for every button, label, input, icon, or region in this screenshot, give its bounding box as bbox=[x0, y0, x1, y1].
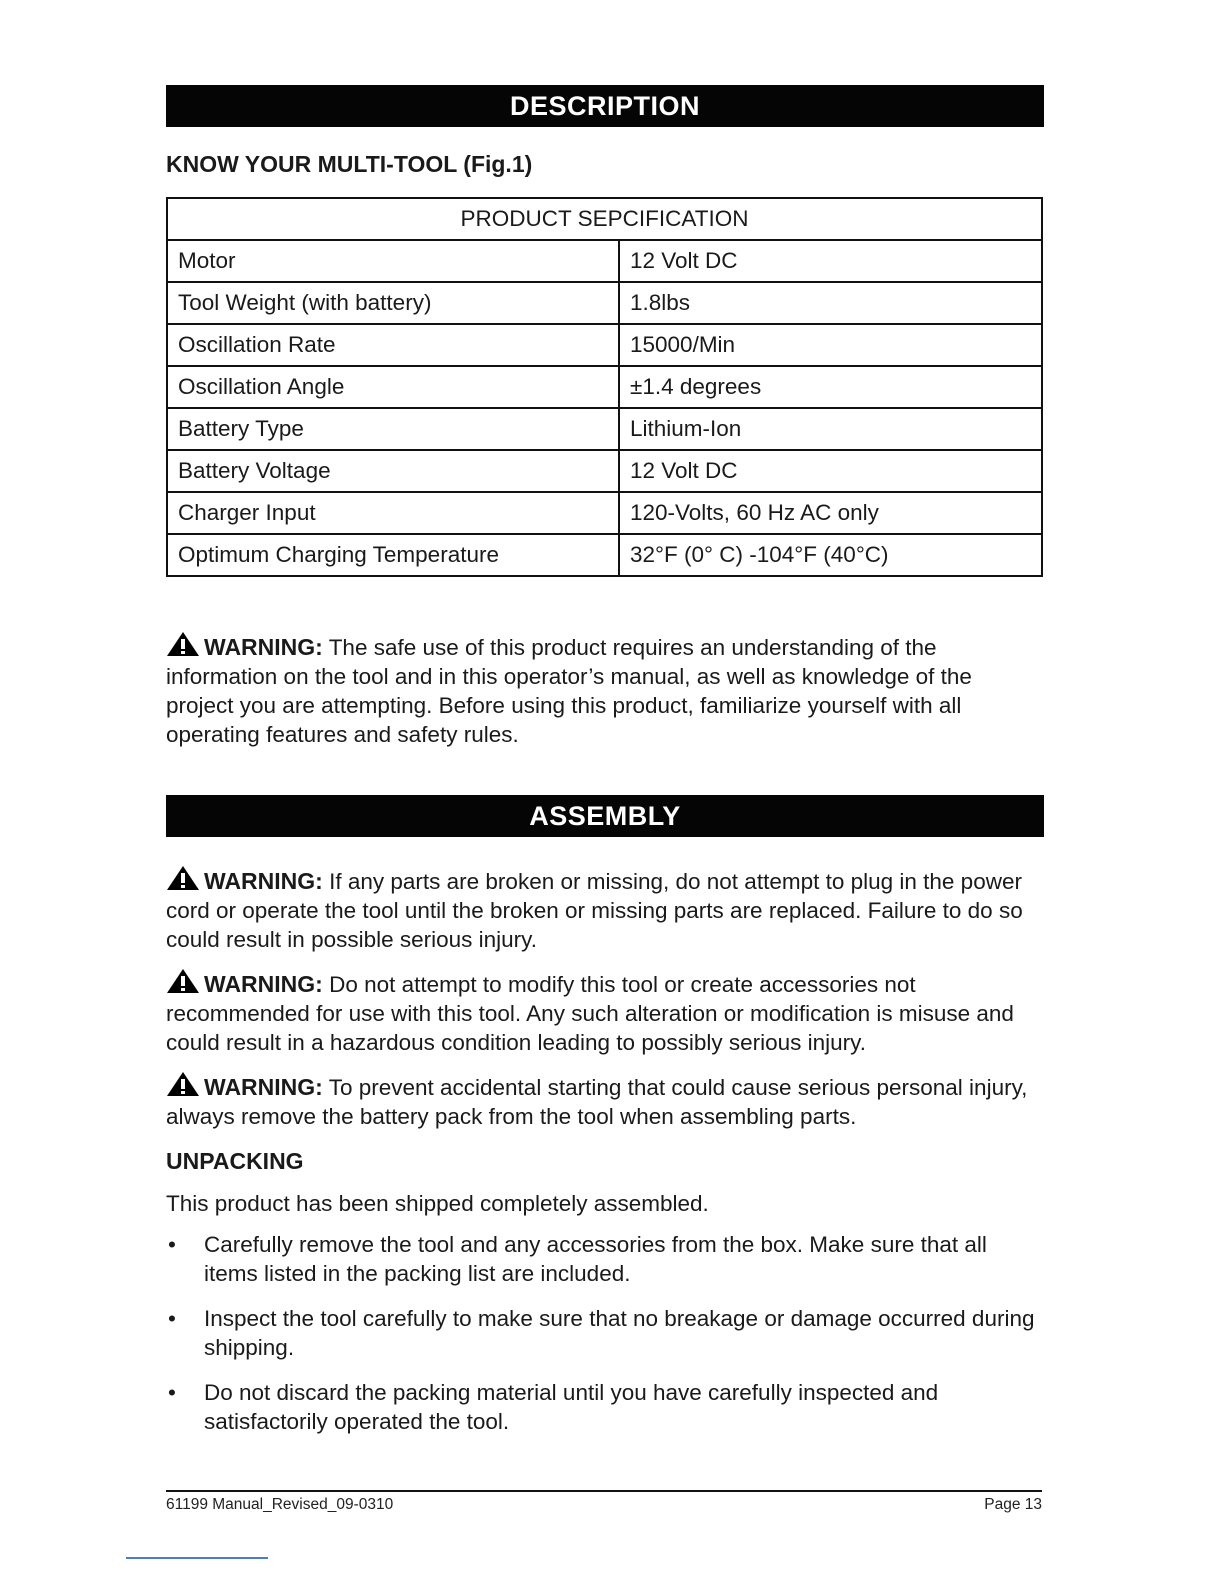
table-row bbox=[167, 282, 1042, 324]
unpacking-intro: This product has been shipped completely assembled. bbox=[166, 1191, 709, 1216]
spec-value: 12 Volt DC bbox=[619, 240, 1042, 282]
spec-table-header: PRODUCT SEPCIFICATION bbox=[167, 198, 1042, 240]
warning-label: WARNING: bbox=[204, 868, 323, 894]
spec-table-header-row bbox=[167, 198, 1042, 240]
assembly-warning bbox=[166, 865, 1044, 954]
warning-triangle-icon bbox=[166, 1071, 200, 1097]
list-item bbox=[166, 1230, 1044, 1288]
spec-value: 1.8lbs bbox=[619, 282, 1042, 324]
warning-text: If any parts are broken or missing, do not attempt to plug in the power cord or operate the tool until the broken or missing parts are replaced. Failure to do so could result in possible serious injury. bbox=[166, 869, 1023, 952]
bullet-icon: • bbox=[168, 1306, 176, 1331]
spec-value: ±1.4 degrees bbox=[619, 366, 1042, 408]
table-row bbox=[167, 492, 1042, 534]
warning-label: WARNING: bbox=[204, 1074, 323, 1100]
table-row bbox=[167, 408, 1042, 450]
description-warning bbox=[166, 631, 1044, 749]
warning-triangle-icon bbox=[166, 968, 200, 994]
subheading: KNOW YOUR MULTI-TOOL (Fig.1) bbox=[166, 151, 533, 177]
list-item bbox=[166, 1304, 1044, 1362]
spec-label: Optimum Charging Temperature bbox=[167, 534, 619, 576]
warning-text: The safe use of this product requires an understanding of the information on the tool and in this operator’s manual, as well as knowledge of the project you are attempting. Before using this product, familiarize yourself with all operating features and safety rules. bbox=[166, 635, 972, 747]
table-row bbox=[167, 324, 1042, 366]
warning-text: Do not attempt to modify this tool or create accessories not recommended for use with this tool. Any such alteration or modification is misuse and could result in a hazardous condition leading to possibly serious injury. bbox=[166, 972, 1014, 1055]
list-item bbox=[166, 1378, 1044, 1436]
spec-value: 120-Volts, 60 Hz AC only bbox=[619, 492, 1042, 534]
spec-label: Battery Voltage bbox=[167, 450, 619, 492]
list-item-text: Do not discard the packing material until you have carefully inspected and satisfactorily operated the tool. bbox=[204, 1380, 939, 1434]
page-content bbox=[166, 85, 1044, 1452]
table-row bbox=[167, 366, 1042, 408]
bullet-icon: • bbox=[168, 1232, 176, 1257]
page-footer bbox=[166, 1490, 1042, 1514]
spec-label: Charger Input bbox=[167, 492, 619, 534]
spec-value: Lithium-Ion bbox=[619, 408, 1042, 450]
spec-label: Oscillation Rate bbox=[167, 324, 619, 366]
assembly-warning bbox=[166, 1071, 1044, 1131]
table-row bbox=[167, 450, 1042, 492]
spec-value: 12 Volt DC bbox=[619, 450, 1042, 492]
assembly-banner: ASSEMBLY bbox=[166, 795, 1044, 837]
bullet-icon: • bbox=[168, 1380, 176, 1405]
spec-label: Battery Type bbox=[167, 408, 619, 450]
spec-label: Oscillation Angle bbox=[167, 366, 619, 408]
scan-edge-line bbox=[126, 1557, 268, 1559]
table-row bbox=[167, 240, 1042, 282]
spec-table bbox=[166, 197, 1043, 577]
page-number: Page 13 bbox=[984, 1496, 1042, 1513]
assembly-warning bbox=[166, 968, 1044, 1057]
table-row bbox=[167, 534, 1042, 576]
warning-triangle-icon bbox=[166, 865, 200, 891]
footer-manual-id: 61199 Manual_Revised_09-0310 bbox=[166, 1496, 394, 1513]
warning-label: WARNING: bbox=[204, 634, 323, 660]
unpacking-list bbox=[166, 1230, 1044, 1436]
warning-triangle-icon bbox=[166, 631, 200, 657]
list-item-text: Inspect the tool carefully to make sure that no breakage or damage occurred during shipping. bbox=[204, 1306, 1035, 1360]
unpacking-heading: UNPACKING bbox=[166, 1148, 304, 1174]
spec-label: Motor bbox=[167, 240, 619, 282]
spec-label: Tool Weight (with battery) bbox=[167, 282, 619, 324]
warning-label: WARNING: bbox=[204, 971, 323, 997]
warning-text: To prevent accidental starting that could cause serious personal injury, always remove the battery pack from the tool when assembling parts. bbox=[166, 1075, 1028, 1129]
spec-value: 32°F (0° C) -104°F (40°C) bbox=[619, 534, 1042, 576]
spec-value: 15000/Min bbox=[619, 324, 1042, 366]
list-item-text: Carefully remove the tool and any accessories from the box. Make sure that all items listed in the packing list are included. bbox=[204, 1232, 987, 1286]
description-banner: DESCRIPTION bbox=[166, 85, 1044, 127]
